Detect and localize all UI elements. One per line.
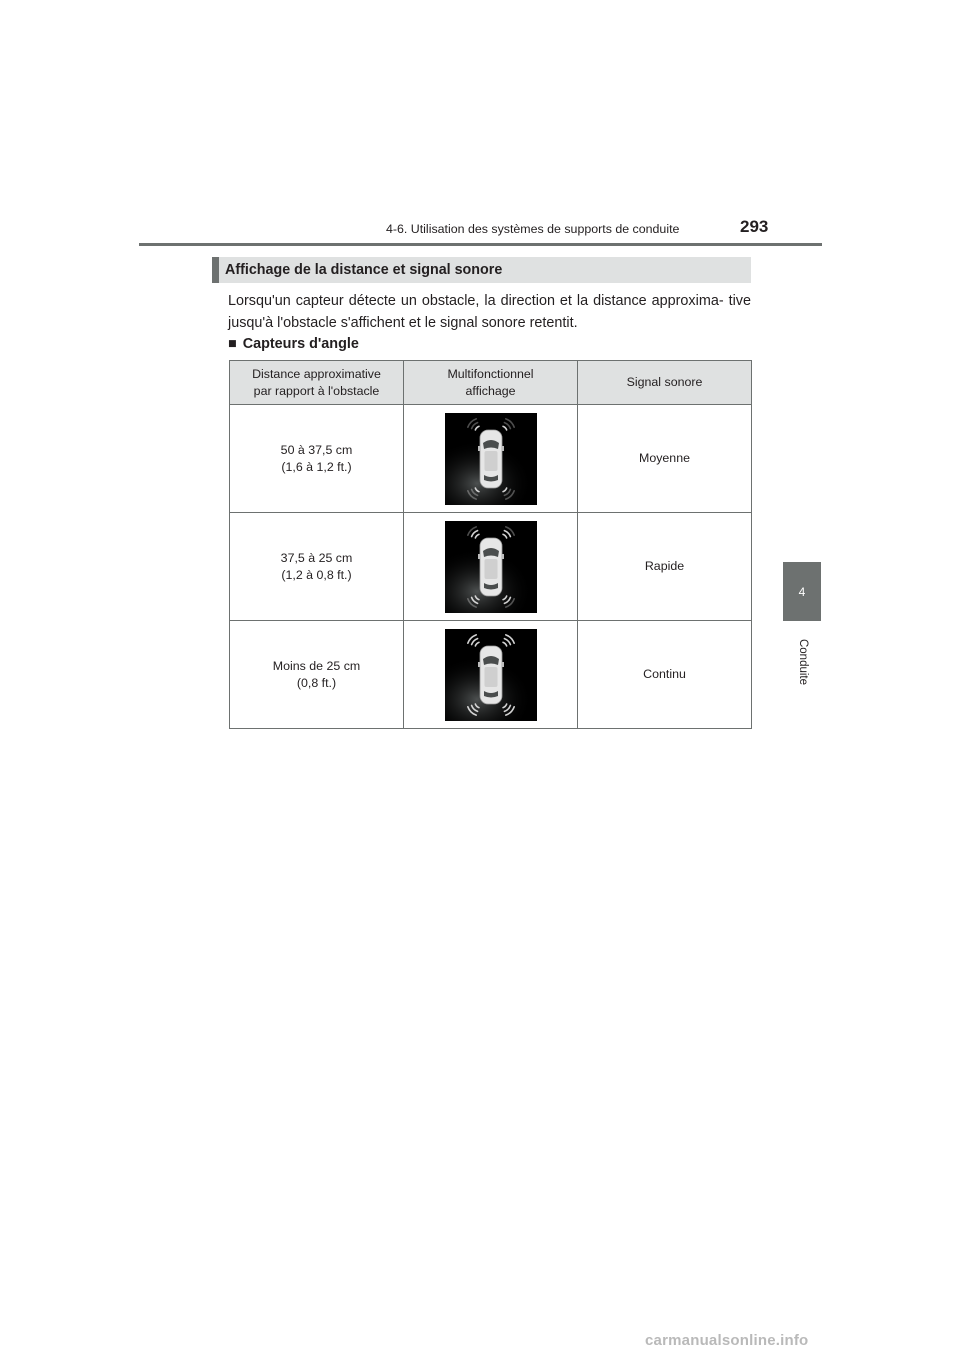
car-body: [478, 646, 504, 704]
watermark: carmanualsonline.info: [645, 1332, 809, 1349]
chapter-title: 4-6. Utilisation des systèmes de supports de conduite: [386, 222, 680, 236]
car-top-view-sensor-icon: [445, 629, 537, 721]
row-distance: 50 à 37,5 cm (1,6 à 1,2 ft.): [230, 405, 404, 513]
subheading-text: Capteurs d'angle: [242, 336, 359, 352]
table-row: [230, 621, 752, 729]
table-row: [230, 513, 752, 621]
section-heading-accent: [212, 257, 219, 283]
header-display: Multifonctionnel affichage: [404, 361, 578, 405]
row-distance: 37,5 à 25 cm (1,2 à 0,8 ft.): [230, 513, 404, 621]
row-distance: Moins de 25 cm (0,8 ft.): [230, 621, 404, 729]
row-display: [404, 405, 578, 513]
subheading: [228, 336, 359, 352]
header-distance: Distance approximative par rapport à l'obstacle: [230, 361, 404, 405]
subheading-bullet-icon: ■: [228, 336, 237, 352]
chapter-tab-label: [773, 632, 833, 692]
row-display: [404, 513, 578, 621]
car-top-view-sensor-icon: [445, 413, 537, 505]
row-signal: Rapide: [578, 513, 752, 621]
intro-paragraph: [228, 290, 751, 334]
table-header-row: [230, 361, 752, 405]
section-heading-bar: [212, 257, 751, 283]
intro-line-1: Lorsqu'un capteur détecte un obstacle, la direction et la distance approxima-: [228, 293, 724, 309]
chapter-tab: [783, 562, 821, 621]
chapter-tab-label-text: Conduite: [796, 638, 809, 686]
row-signal: Moyenne: [578, 405, 752, 513]
row-display: [404, 621, 578, 729]
page-number: 293: [740, 217, 769, 236]
distance-signal-table: [229, 360, 752, 729]
intro-line-2: tive jusqu'à l'obstacle s'affichent et le signal sonore retentit.: [228, 293, 751, 331]
table-row: [230, 405, 752, 513]
car-body: [478, 538, 504, 596]
section-title: Affichage de la distance et signal sonore: [225, 262, 503, 278]
chapter-tab-number: 4: [798, 584, 806, 599]
row-signal: Continu: [578, 621, 752, 729]
car-body: [478, 430, 504, 488]
header-signal: Signal sonore: [578, 361, 752, 405]
car-top-view-sensor-icon: [445, 521, 537, 613]
header-rule: [139, 243, 822, 246]
